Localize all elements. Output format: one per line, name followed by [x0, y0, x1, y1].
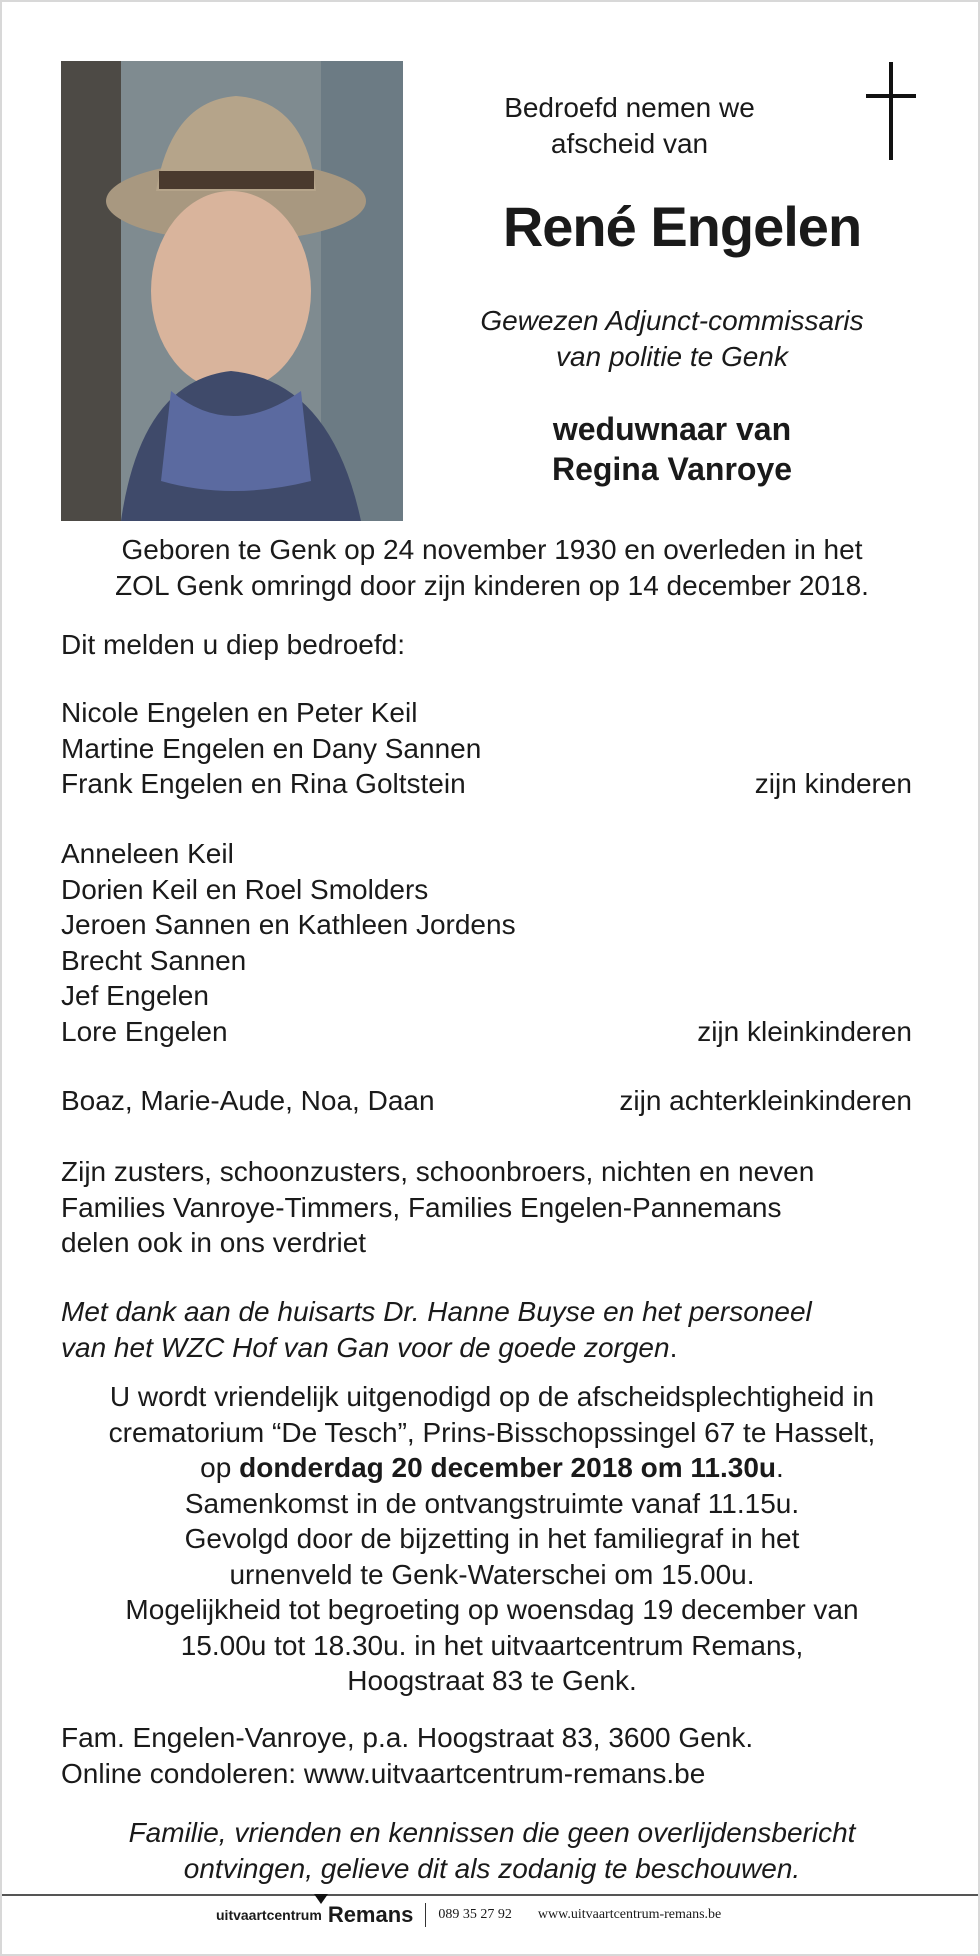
birth-line-2: ZOL Genk omringd door zijn kinderen op 14 december 2018. [115, 569, 869, 601]
list-item [61, 766, 912, 802]
footer-website[interactable]: www.uitvaartcentrum-remans.be [537, 1907, 722, 1922]
thanks-text [61, 1294, 812, 1365]
footer-brand-small: uitvaartcentrum [216, 1907, 322, 1923]
child-name: Frank Engelen en Rina Goltstein [61, 768, 466, 799]
closing-line-1: Familie, vrienden en kennissen die geen overlijdensbericht [128, 1817, 856, 1848]
birth-death-text [42, 532, 942, 603]
family-text [61, 1154, 814, 1261]
child-name: Martine Engelen en Dany Sannen [61, 732, 482, 764]
grandchild-name: Brecht Sannen [61, 944, 247, 976]
ceremony-date-suffix: . [776, 1452, 784, 1483]
relation-label: zijn achterkleinkinderen [619, 1085, 912, 1116]
contact-address: Fam. Engelen-Vanroye, p.a. Hoogstraat 83, 3600 Genk. [61, 1722, 754, 1753]
ceremony-line-1: U wordt vriendelijk uitgenodigd op de afscheidsplechtigheid in [109, 1381, 875, 1412]
ceremony-line-2: crematorium “De Tesch”, Prins-Bisschopssingel 67 te Hasselt, [108, 1416, 876, 1448]
portrait-photo [61, 61, 403, 521]
grandchild-name: Jeroen Sannen en Kathleen Jordens [61, 909, 516, 940]
child-name: Nicole Engelen en Peter Keil [61, 697, 418, 728]
closing-line-2: ontvingen, gelieve dit als zodanig te beschouwen. [183, 1852, 801, 1884]
grandchildren-list [61, 836, 912, 1049]
closing-text [42, 1815, 942, 1886]
role-line-2: van politie te Genk [556, 341, 788, 372]
latin-cross-icon [862, 62, 922, 162]
relation-label: zijn kinderen [754, 768, 912, 799]
footer-divider [2, 1894, 978, 1896]
children-list [61, 695, 912, 802]
ceremony-line-3 [42, 1450, 942, 1486]
family-line-2: Families Vanroye-Timmers, Families Engelen-Pannemans [61, 1191, 782, 1223]
ceremony-line-5: Gevolgd door de bijzetting in het familiegraf in het [184, 1523, 800, 1554]
announcement-text: Dit melden u diep bedroefd: [61, 629, 405, 660]
footer-separator [425, 1903, 426, 1927]
ceremony-line-4: Samenkomst in de ontvangstruimte vanaf 11.15u. [184, 1487, 800, 1519]
list-item [61, 978, 912, 1014]
family-line-1: Zijn zusters, schoonzusters, schoonbroers, nichten en neven [61, 1156, 815, 1187]
intro-line-1: Bedroefd nemen we [504, 92, 755, 123]
family-line-3: delen ook in ons verdriet [61, 1227, 367, 1258]
widower-line-1: weduwnaar van [552, 411, 792, 447]
footer-brand-large: Remans [327, 1902, 414, 1927]
thanks-period: . [669, 1331, 678, 1363]
ceremony-date-prefix: op [200, 1452, 240, 1483]
ceremony-line-7: Mogelijkheid tot begroeting op woensdag 19 december van [125, 1594, 859, 1625]
deceased-name: René Engelen [502, 195, 862, 258]
intro-line-2: afscheid van [550, 128, 709, 159]
widower-text [422, 409, 922, 489]
list-item [61, 943, 912, 979]
list-item [61, 1014, 912, 1050]
grandchild-name: Anneleen Keil [61, 838, 234, 869]
ceremony-date: donderdag 20 december 2018 om 11.30u [239, 1452, 777, 1483]
grandchild-name: Jef Engelen [61, 980, 209, 1011]
contact-text [61, 1720, 753, 1791]
list-item [61, 836, 912, 872]
portrait-illustration [61, 61, 403, 521]
great-grandchild-names: Boaz, Marie-Aude, Noa, Daan [61, 1085, 435, 1116]
birth-line-1: Geboren te Genk op 24 november 1930 en overleden in het [121, 534, 863, 565]
list-item [61, 695, 912, 731]
relation-label: zijn kleinkinderen [697, 1015, 912, 1047]
role-text [422, 303, 922, 375]
ceremony-text [42, 1379, 942, 1699]
list-item [61, 731, 912, 767]
ceremony-line-8: 15.00u tot 18.30u. in het uitvaartcentrum Remans, [180, 1629, 804, 1661]
ceremony-line-9: Hoogstraat 83 te Genk. [347, 1665, 637, 1696]
list-item [61, 1083, 912, 1119]
great-grandchildren-list [61, 1083, 912, 1119]
footer-phone: 089 35 27 92 [438, 1907, 512, 1922]
thanks-line-1: Met dank aan de huisarts Dr. Hanne Buyse en het personeel [61, 1296, 812, 1327]
footer-bar [216, 1900, 721, 1930]
list-item [61, 907, 912, 943]
contact-online: Online condoleren: www.uitvaartcentrum-remans.be [61, 1757, 706, 1789]
widower-line-2: Regina Vanroye [551, 451, 793, 487]
ceremony-line-6: urnenveld te Genk-Waterschei om 15.00u. [229, 1558, 755, 1590]
list-item [61, 872, 912, 908]
grandchild-name: Lore Engelen [61, 1015, 228, 1047]
role-line-1: Gewezen Adjunct-commissaris [480, 305, 864, 336]
thanks-line-2: van het WZC Hof van Gan voor de goede zorgen [61, 1331, 670, 1363]
intro-text [432, 90, 827, 162]
grandchild-name: Dorien Keil en Roel Smolders [61, 873, 429, 905]
